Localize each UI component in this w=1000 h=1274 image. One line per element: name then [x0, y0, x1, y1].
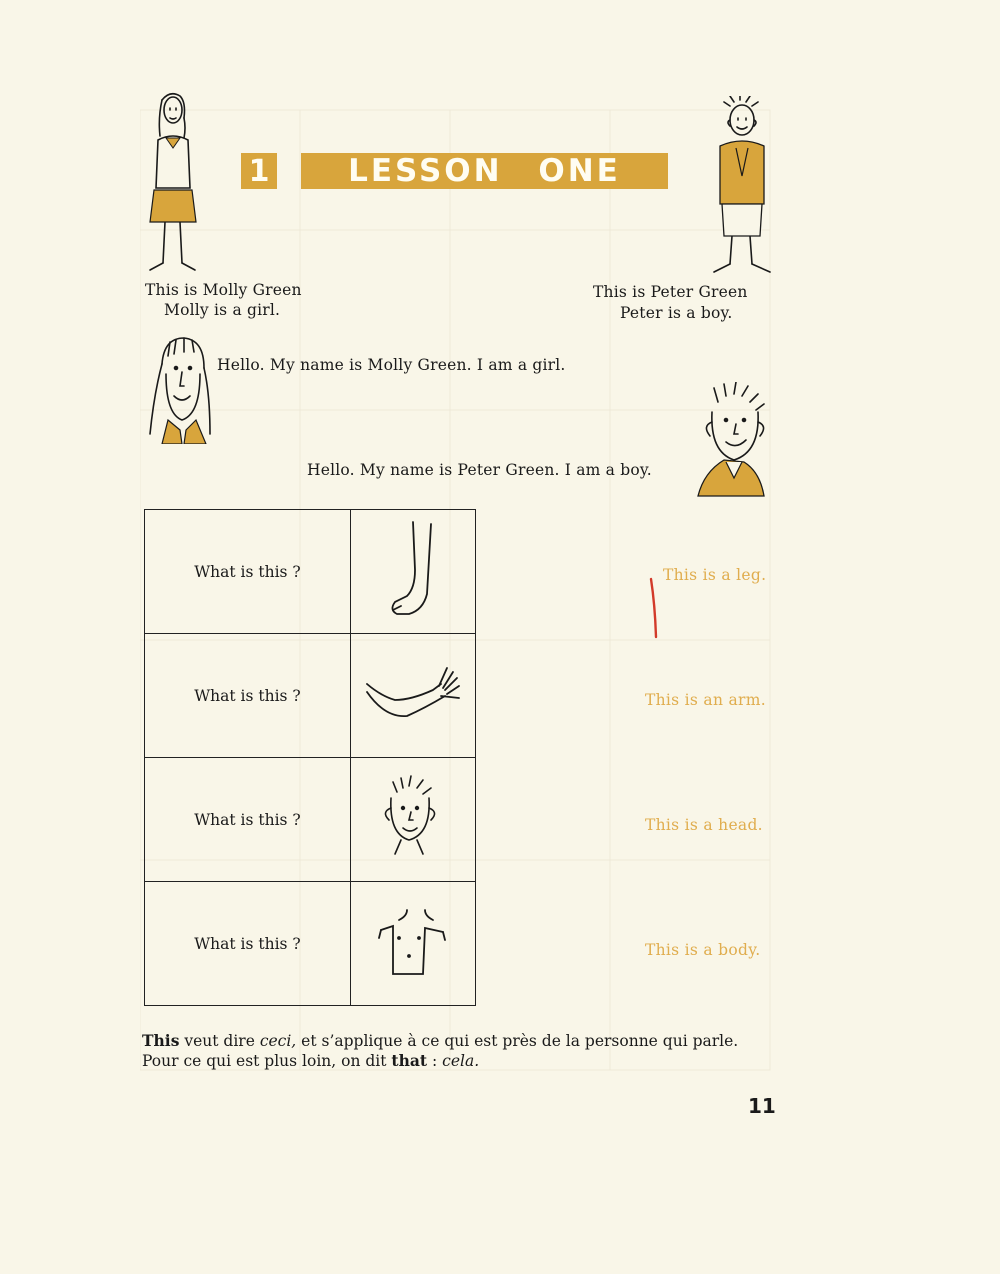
- table-row: [145, 510, 476, 634]
- table-row: [145, 758, 476, 882]
- question-cell: What is this ?: [145, 510, 351, 634]
- picture-cell: [351, 510, 476, 634]
- body-illustration: [351, 882, 475, 1005]
- peter-caption-line2: Peter is a boy.: [620, 304, 733, 322]
- molly-dialogue: Hello. My name is Molly Green. I am a girl.: [217, 356, 566, 374]
- peter-caption-line1: This is Peter Green: [593, 283, 748, 301]
- question-cell: What is this ?: [145, 634, 351, 758]
- picture-cell: [351, 634, 476, 758]
- question-cell: What is this ?: [145, 758, 351, 882]
- page-number: 11: [748, 1094, 776, 1118]
- peter-dialogue: Hello. My name is Peter Green. I am a boy.: [307, 461, 652, 479]
- molly-figure-illustration: [140, 88, 210, 278]
- leg-illustration: [351, 510, 475, 633]
- molly-face-illustration: [144, 334, 216, 444]
- grammar-note: [142, 1031, 782, 1071]
- answer-text: This is an arm.: [645, 691, 766, 709]
- table-row: [145, 882, 476, 1006]
- head-illustration: [351, 758, 475, 881]
- table-row: [145, 634, 476, 758]
- arm-illustration: [351, 634, 475, 757]
- answer-text: This is a body.: [645, 941, 761, 959]
- answer-text: This is a leg.: [663, 566, 767, 584]
- lesson-title: LESSON ONE: [301, 153, 668, 189]
- peter-face-illustration: [694, 382, 774, 498]
- picture-cell: [351, 882, 476, 1006]
- answer-text: This is a head.: [645, 816, 763, 834]
- molly-caption-line2: Molly is a girl.: [164, 301, 281, 319]
- picture-cell: [351, 758, 476, 882]
- grammar-note-line1: This veut dire ceci, et s’applique à ce qui est près de la personne qui parle.: [142, 1031, 739, 1050]
- exercise-table: [144, 509, 476, 1006]
- lesson-number-badge: 1: [241, 153, 277, 189]
- question-cell: What is this ?: [145, 882, 351, 1006]
- molly-caption-line1: This is Molly Green: [145, 281, 302, 299]
- grammar-note-line2: Pour ce qui est plus loin, on dit that : cela.: [142, 1051, 480, 1070]
- red-pencil-mark: [645, 575, 665, 645]
- peter-figure-illustration: [700, 96, 780, 281]
